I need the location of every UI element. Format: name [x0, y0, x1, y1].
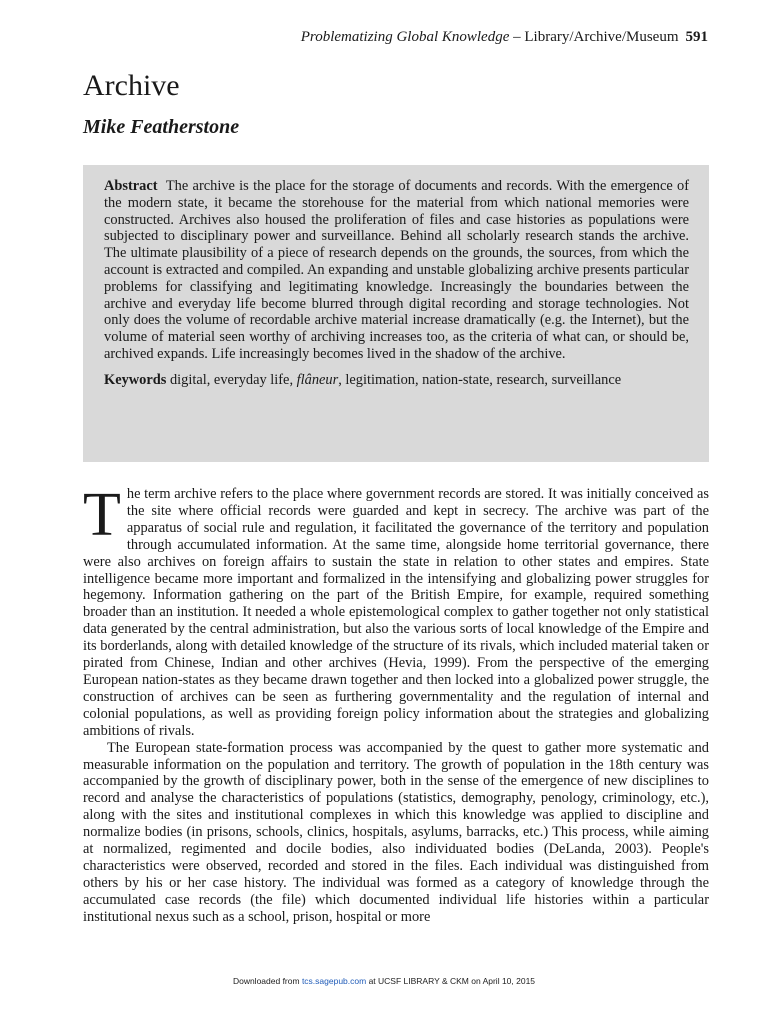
keywords-label: Keywords — [104, 371, 167, 388]
keywords-paragraph — [104, 372, 689, 389]
abstract-paragraph — [104, 178, 689, 363]
drop-cap: T — [83, 481, 121, 549]
body-paragraph-1 — [83, 481, 709, 740]
keywords-after: , legitimation, nation-state, research, surveillance — [338, 371, 622, 388]
body-paragraph-2: The European state-formation process was accompanied by the quest to gather more systematic and measurable information on the population and territory. The growth of population in the 18th century was accompanied by the growth of disciplinary power, both in the sense of the emergence of new disciplines to record and analyse the characteristics of populations (statistics, demography, penology, criminology, etc.), along with the sites and institutional complexes in which this knowledge was applied to discipline and normalize bodies (in prisons, schools, clinics, hospitals, asylums, barracks, etc.) This process, while aiming at normalized, regimented and docile bodies, also individuated bodies (DeLanda, 2003). People's characteristics were observed, recorded and stored in the files. Each individual was distinguished from others by his or her case history. The individual was formed as a category of knowledge through the accumulated case records (the file) which documented individual life histories within a particular institutional nexus such as a school, prison, hospital or more — [83, 739, 709, 925]
abstract-label: Abstract — [104, 178, 158, 194]
keywords-italic: flâneur — [296, 371, 339, 388]
journal-title: Problematizing Global Knowledge — [300, 29, 510, 45]
running-head — [301, 27, 708, 47]
abstract-text: The archive is the place for the storage of documents and records. With the emergence of the modern state, it became the storehouse for the material from which national memories were constructed. Archives also housed the proliferation of files and case histories as populations were subjected to disciplinary power and surveillance. Behind all scholarly research stands the archive. The ultimate plausibility of a piece of research depends on the grounds, the sources, from which the account is extracted and compiled. An expanding and unstable globalizing archive presents particular problems for classifying and legitimating knowledge. Increasingly the boundaries between the archive and everyday life become blurred through digital recording and storage technologies. Not only does the volume of recordable archive material increase dramatically (e.g. the Internet), but the volume of material seen worthy of archiving increases too, as the criteria of what can, or should be, archived expands. Life increasingly becomes lived in the shadow of the archive. — [104, 178, 690, 362]
abstract-box — [83, 165, 709, 462]
article-body — [83, 481, 709, 926]
page-number: 591 — [685, 29, 708, 45]
article-title: Archive — [83, 69, 180, 102]
footer-suffix: at UCSF LIBRARY & CKM on April 10, 2015 — [366, 976, 536, 986]
footer-link[interactable]: tcs.sagepub.com — [301, 976, 367, 986]
section-title: – Library/Archive/Museum — [509, 29, 679, 45]
footer-prefix: Downloaded from — [232, 976, 302, 986]
author-name: Mike Featherstone — [83, 116, 240, 138]
download-footer — [0, 976, 768, 986]
body-paragraph-1-text: he term archive refers to the place where government records are stored. It was initially conceived as the site where official records were guarded and kept in secrecy. The archive was part of the apparatus of social rule and regulation, it facilitated the governance of the territory and population through accumulated information. At the same time, alongside home territorial governance, there were also archives on foreign affairs to sustain the state in relation to other states and empires. State intelligence became more important and formalized in the intensifying and globalizing power struggles for hegemony. Information gathering on the part of the British Empire, for example, required something broader than an institution. It needed a whole epistemological complex to gather together not only statistical data generated by the central administration, but also the various sorts of local knowledge of the Empire and its borderlands, along with detailed knowledge of the structure of its rivals, which included material taken or pirated from Chinese, Indian and other archives (Hevia, 1999). From the perspective of the emerging European nation-states as they became drawn together and then locked into a globalized power struggle, the construction of archives can be seen as furthering governmentality and the regulation of internal and colonial populations, as well as providing foreign policy information about the strategies and globalizing ambitions of rivals. — [83, 486, 709, 739]
keywords-before: digital, everyday life, — [169, 371, 297, 388]
